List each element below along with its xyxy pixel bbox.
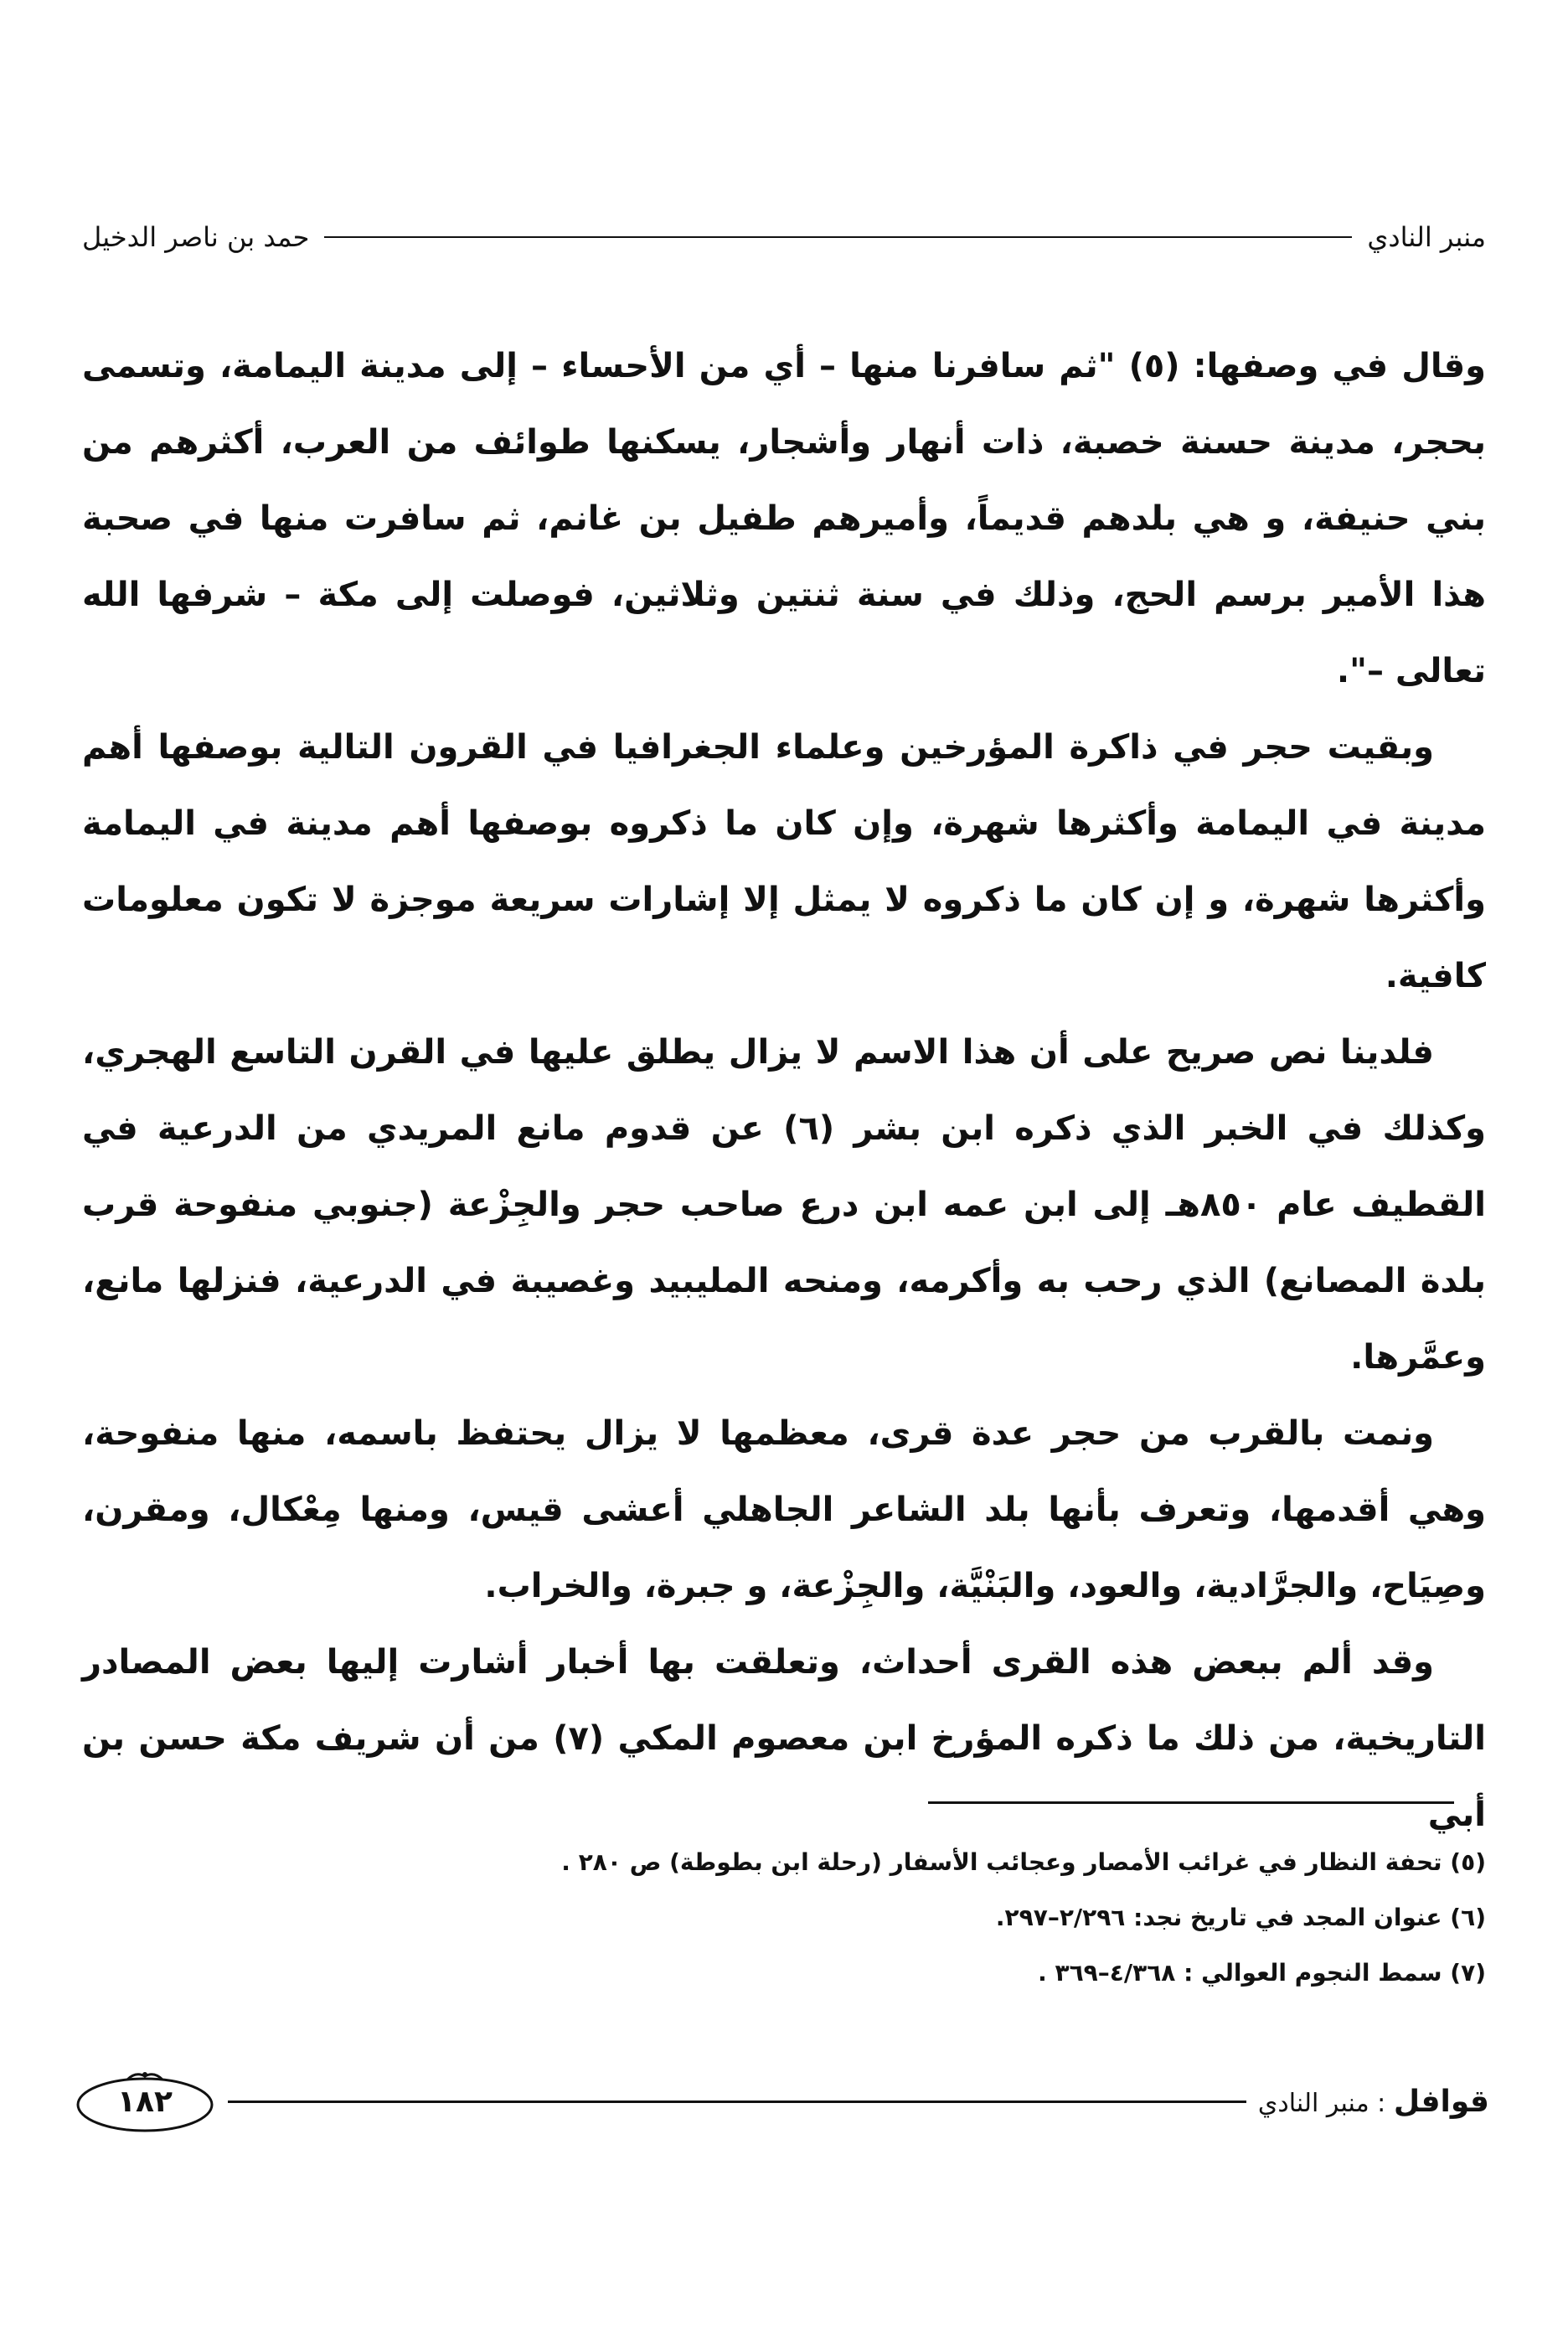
paragraph: فلدينا نص صريح على أن هذا الاسم لا يزال يطلق عليها في القرن التاسع الهجري، وكذلك في الخبر الذي ذكره ابن بشر (٦) عن قدوم مانع المريدي من الدرعية في القطيف عام ٨٥٠هـ إلى ابن عمه ابن درع صاحب حجر والجِزْعة (جنوبي منفوحة قرب بلدة المصانع) الذي رحب به وأكرمه، ومنحه المليبيد وغصيبة في الدرعية، فنزلها مانع، وعمَّرها. xyxy=(82,1033,1487,1377)
footnote: (٧) سمط النجوم العوالي : ٤/٣٦٨–٣٦٩ . xyxy=(1038,1959,1486,1987)
footnotes xyxy=(82,1835,1486,2001)
journal-subtitle: : منبر النادي xyxy=(1257,2088,1394,2118)
header-author: حمد بن ناصر الدخيل xyxy=(82,221,310,253)
footer-rule xyxy=(228,2101,1246,2103)
paragraph: ونمت بالقرب من حجر عدة قرى، معظمها لا يزال يحتفظ باسمه، منها منفوحة، وهي أقدمها، وتعرف بأنها بلد الشاعر الجاهلي أعشى قيس، ومنها مِعْكال، ومقرن، وصِيَاح، والجرَّادية، والعود، والبَنْيَّة، والجِزْعة، و جبرة، والخراب. xyxy=(82,1414,1486,1605)
journal-name: قوافل xyxy=(1393,2084,1489,2119)
body-text xyxy=(82,328,1486,1853)
footnote: (٦) عنوان المجد في تاريخ نجد: ٢/٢٩٦–٢٩٧. xyxy=(995,1904,1486,1931)
footnote-separator xyxy=(928,1801,1454,1804)
paragraph: وبقيت حجر في ذاكرة المؤرخين وعلماء الجغرافيا في القرون التالية بوصفها أهم مدينة في اليمامة وأكثرها شهرة، وإن كان ما ذكروه بوصفها أهم مدينة في اليمامة وأكثرها شهرة، و إن كان ما ذكروه لا يمثل إلا إشارات سريعة موجزة لا تكون معلومات كافية. xyxy=(82,728,1486,995)
journal-title xyxy=(1258,2085,1489,2119)
page-footer xyxy=(74,2068,1489,2135)
running-header xyxy=(82,216,1486,258)
header-rule xyxy=(324,236,1352,238)
paragraph: وقال في وصفها: (٥) "ثم سافرنا منها – أي من الأحساء – إلى مدينة اليمامة، وتسمى بحجر، مدينة حسنة خصبة، ذات أنهار وأشجار، يسكنها طوائف من العرب، أكثرهم من بني حنيفة، و هي بلدهم قديماً، وأميرهم طفيل بن غانم، ثم سافرت منها في صحبة هذا الأمير برسم الحج، وذلك في سنة ثنتين وثلاثين، فوصلت إلى مكة – شرفها الله تعالى –". xyxy=(82,347,1486,690)
header-section-title: منبر النادي xyxy=(1367,221,1486,253)
page-number: ١٨٢ xyxy=(117,2084,173,2119)
footnote: (٥) تحفة النظار في غرائب الأمصار وعجائب الأسفار (رحلة ابن بطوطة) ص ٢٨٠ . xyxy=(561,1848,1486,1876)
paragraph: وقد ألم ببعض هذه القرى أحداث، وتعلقت بها أخبار أشارت إليها بعض المصادر التاريخية، من ذلك ما ذكره المؤرخ ابن معصوم المكي (٧) من أن شريف مكة حسن بن أبي xyxy=(82,1643,1487,1834)
page-number-badge xyxy=(74,2068,216,2135)
